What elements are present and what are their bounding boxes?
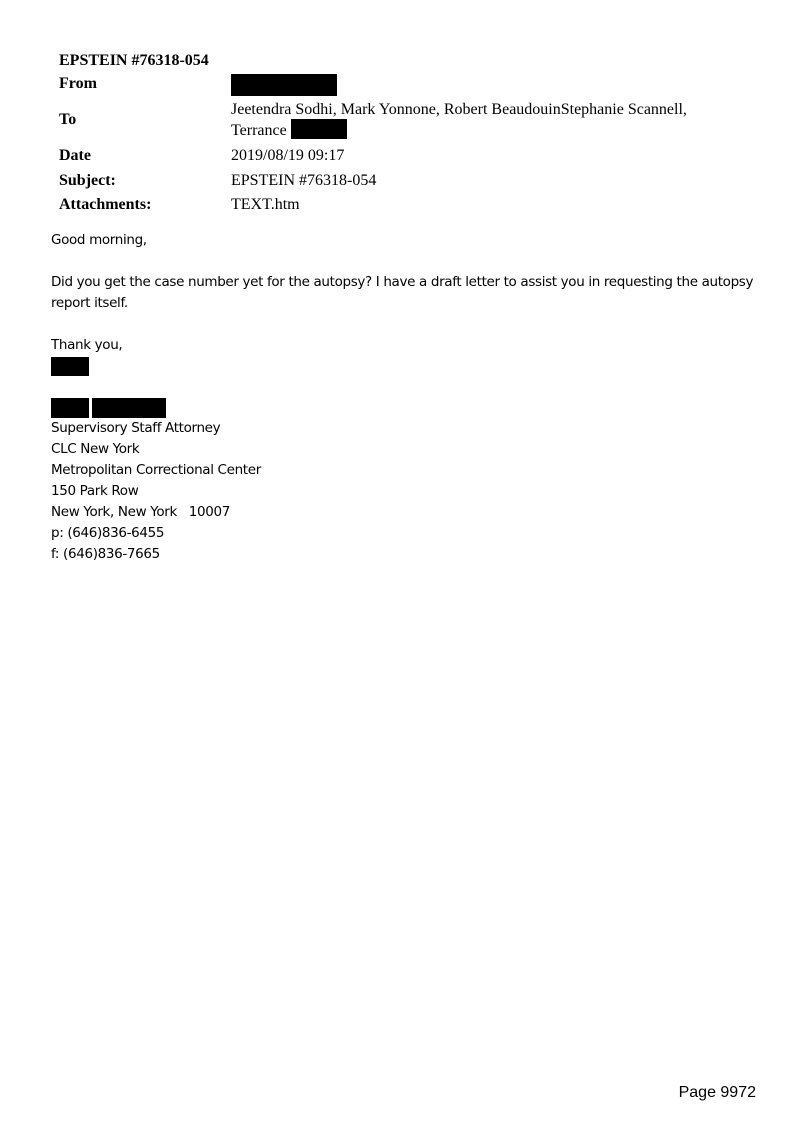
closing: Thank you, [51, 337, 123, 353]
from-label: From [59, 75, 97, 92]
signature-facility: Metropolitan Correctional Center [51, 462, 261, 478]
redaction-block [231, 74, 337, 96]
date-label: Date [59, 147, 91, 164]
to-value [231, 101, 759, 140]
message-line-1: Did you get the case number yet for the autopsy? I have a draft letter to assist you in requesting the autopsy [51, 274, 754, 290]
email-header [59, 50, 759, 217]
email-body [51, 230, 761, 565]
subject-label: Subject: [59, 171, 116, 189]
to-recipient-partial: Terrance [231, 121, 287, 139]
page-number: Page 9972 [678, 1084, 756, 1101]
signature-name-redacted [51, 398, 761, 418]
spacer [51, 251, 761, 272]
attachments-value: TEXT.htm [231, 196, 300, 213]
attachments-label: Attachments: [59, 196, 152, 213]
signature-fax: f: (646)836-7665 [51, 546, 160, 562]
redaction-block [51, 398, 89, 418]
date-row [59, 144, 759, 168]
greeting: Good morning, [51, 232, 147, 248]
signature-title: Supervisory Staff Attorney [51, 420, 221, 436]
document-title: EPSTEIN #76318-054 [59, 52, 209, 69]
redaction-block [51, 357, 89, 376]
spacer [51, 314, 761, 335]
from-row [59, 72, 759, 96]
to-value-line1: Jeetendra Sodhi, Mark Yonnone, Robert BeaudouinStephanie Scannell, [231, 100, 687, 118]
date-value: 2019/08/19 09:17 [231, 147, 345, 164]
message-line-2: report itself. [51, 295, 128, 311]
signature-phone: p: (646)836-6455 [51, 525, 165, 541]
to-label: To [59, 111, 77, 128]
signature-city: New York, New York 10007 [51, 504, 230, 520]
signature-org: CLC New York [51, 441, 140, 457]
to-value-line2 [231, 119, 759, 140]
redaction-block [92, 398, 166, 418]
subject-row [59, 168, 759, 193]
redaction-block [291, 119, 347, 139]
signature-block [51, 418, 761, 565]
from-value [231, 72, 759, 96]
subject-value: EPSTEIN #76318-054 [231, 171, 377, 189]
signature-street: 150 Park Row [51, 483, 139, 499]
to-row [59, 96, 759, 144]
attachments-row [59, 193, 759, 217]
